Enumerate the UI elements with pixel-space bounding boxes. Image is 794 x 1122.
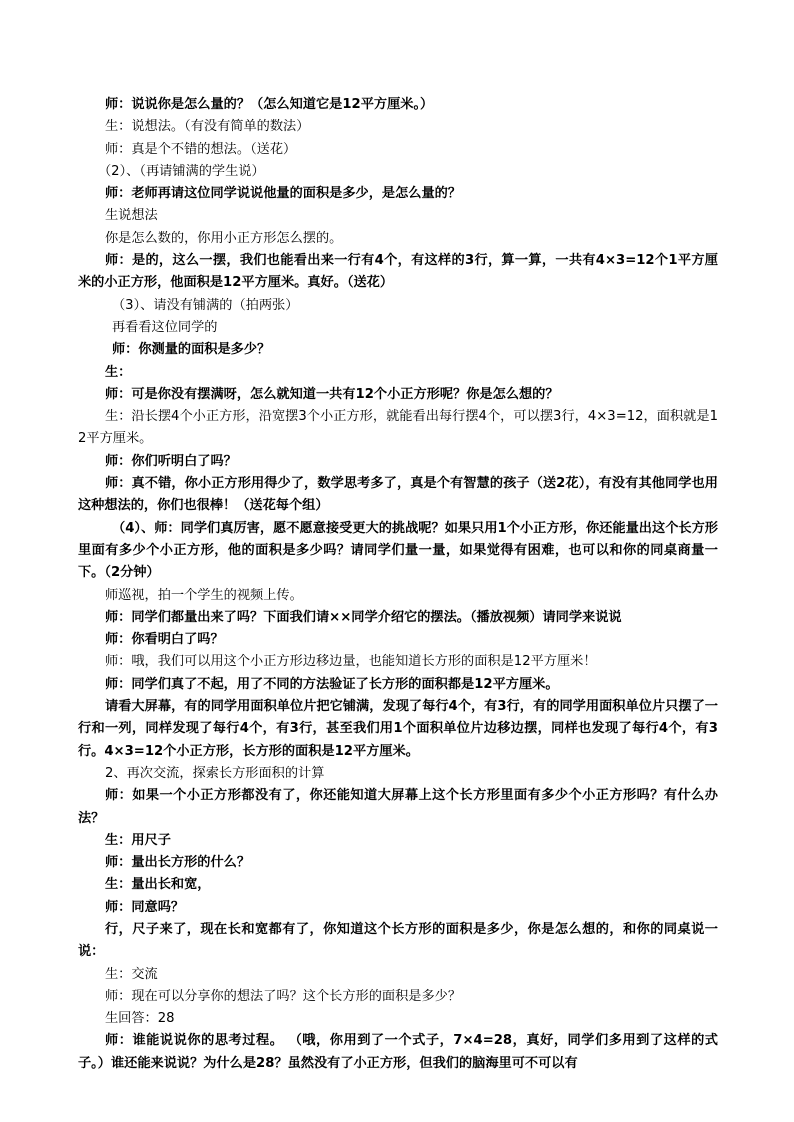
paragraph: 师：现在可以分享你的想法了吗？这个长方形的面积是多少？ — [105, 988, 462, 1004]
paragraph: 师：真是个不错的想法。（送花） — [105, 141, 297, 157]
paragraph: 师：同意吗？ — [105, 899, 185, 915]
paragraph: 生说想法 — [105, 208, 158, 224]
paragraph: 师：哦，我们可以用这个小正方形边移边量，也能知道长方形的面积是12平方厘米！ — [105, 654, 597, 670]
paragraph: 师：你测量的面积是多少？ — [112, 342, 271, 358]
paragraph: 行，尺子来了，现在长和宽都有了，你知道这个长方形的面积是多少，你是怎么想的，和你的同桌说一说： — [78, 921, 718, 960]
paragraph: 生： — [105, 364, 132, 380]
paragraph: 生：沿长摆4个小正方形，沿宽摆3个小正方形，就能看出每行摆4个，可以摆3行，4×3=12，面积就是12平方厘米。 — [78, 409, 718, 447]
paragraph: 生：量出长和宽， — [105, 877, 211, 893]
paragraph: 你是怎么数的，你用小正方形怎么摆的。 — [105, 230, 343, 246]
paragraph: 师：说说你是怎么量的？（怎么知道它是12平方厘米。） — [105, 97, 434, 112]
paragraph: 师：可是你没有摆满呀，怎么就知道一共有12个小正方形呢？你是怎么想的？ — [105, 386, 559, 402]
paragraph: 生：用尺子 — [105, 832, 171, 848]
paragraph: 请看大屏幕，有的同学用面积单位片把它铺满，发现了每行4个，有3行，有的同学用面积单位片只摆了一行和一列，同样发现了每行4个，有3行，甚至我们用1个面积单位片边移边摆，同样也发现了每行4个，有3行。4×3=12个小正方形，长方形的面积是12平方厘米。 — [78, 699, 718, 759]
paragraph: 再看看这位同学的 — [112, 319, 218, 335]
lesson-transcript — [78, 94, 718, 1075]
paragraph: 生回答：28 — [105, 1011, 175, 1027]
paragraph: 师：同学们真了不起，用了不同的方法验证了长方形的面积都是12平方厘米。 — [105, 676, 559, 692]
paragraph: 2、再次交流，探索长方形面积的计算 — [105, 765, 325, 781]
paragraph: 师：量出长方形的什么？ — [105, 855, 251, 871]
paragraph: 师：你们听明白了吗？ — [105, 453, 237, 469]
paragraph: （2）、（再请铺满的学生说） — [98, 163, 265, 179]
paragraph: 师：老师再请这位同学说说他量的面积是多少，是怎么量的？ — [105, 186, 462, 202]
paragraph: 师：是的，这么一摆，我们也能看出来一行有4个，有这样的3行，算一算，一共有4×3=12个1平方厘米的小正方形，他面积是12平方厘米。真好。（送花） — [78, 253, 718, 291]
paragraph: 师：你看明白了吗？ — [105, 632, 224, 648]
paragraph: 师：如果一个小正方形都没有了，你还能知道大屏幕上这个长方形里面有多少个小正方形吗？有什么办法？ — [78, 788, 718, 826]
paragraph: 师：同学们都量出来了吗？下面我们请××同学介绍它的摆法。（播放视频）请同学来说说 — [105, 609, 622, 625]
paragraph: 生：说想法。（有没有简单的数法） — [105, 119, 310, 135]
paragraph: 师巡视，拍一个学生的视频上传。 — [105, 587, 303, 603]
paragraph: 生：交流 — [105, 966, 158, 982]
paragraph: （4）、师：同学们真厉害，愿不愿意接受更大的挑战呢？如果只用1个小正方形，你还能量出这个长方形里面有多少个小正方形，他的面积是多少吗？请同学们量一量，如果觉得有困难，也可以和你的同桌商量一下。（2分钟） — [78, 520, 718, 581]
paragraph: 师：谁能说说你的思考过程。 （哦，你用到了一个式子，7×4=28，真好，同学们多用到了这样的式子。）谁还能来说说？为什么是28？虽然没有了小正方形，但我们的脑海里可不可以有 — [78, 1033, 718, 1071]
paragraph: 师：真不错，你小正方形用得少了，数学思考多了，真是个有智慧的孩子（送2花），有没有其他同学也用这种想法的，你们也很棒！（送花每个组） — [78, 476, 718, 514]
paragraph: （3）、请没有铺满的（拍两张） — [112, 297, 299, 313]
